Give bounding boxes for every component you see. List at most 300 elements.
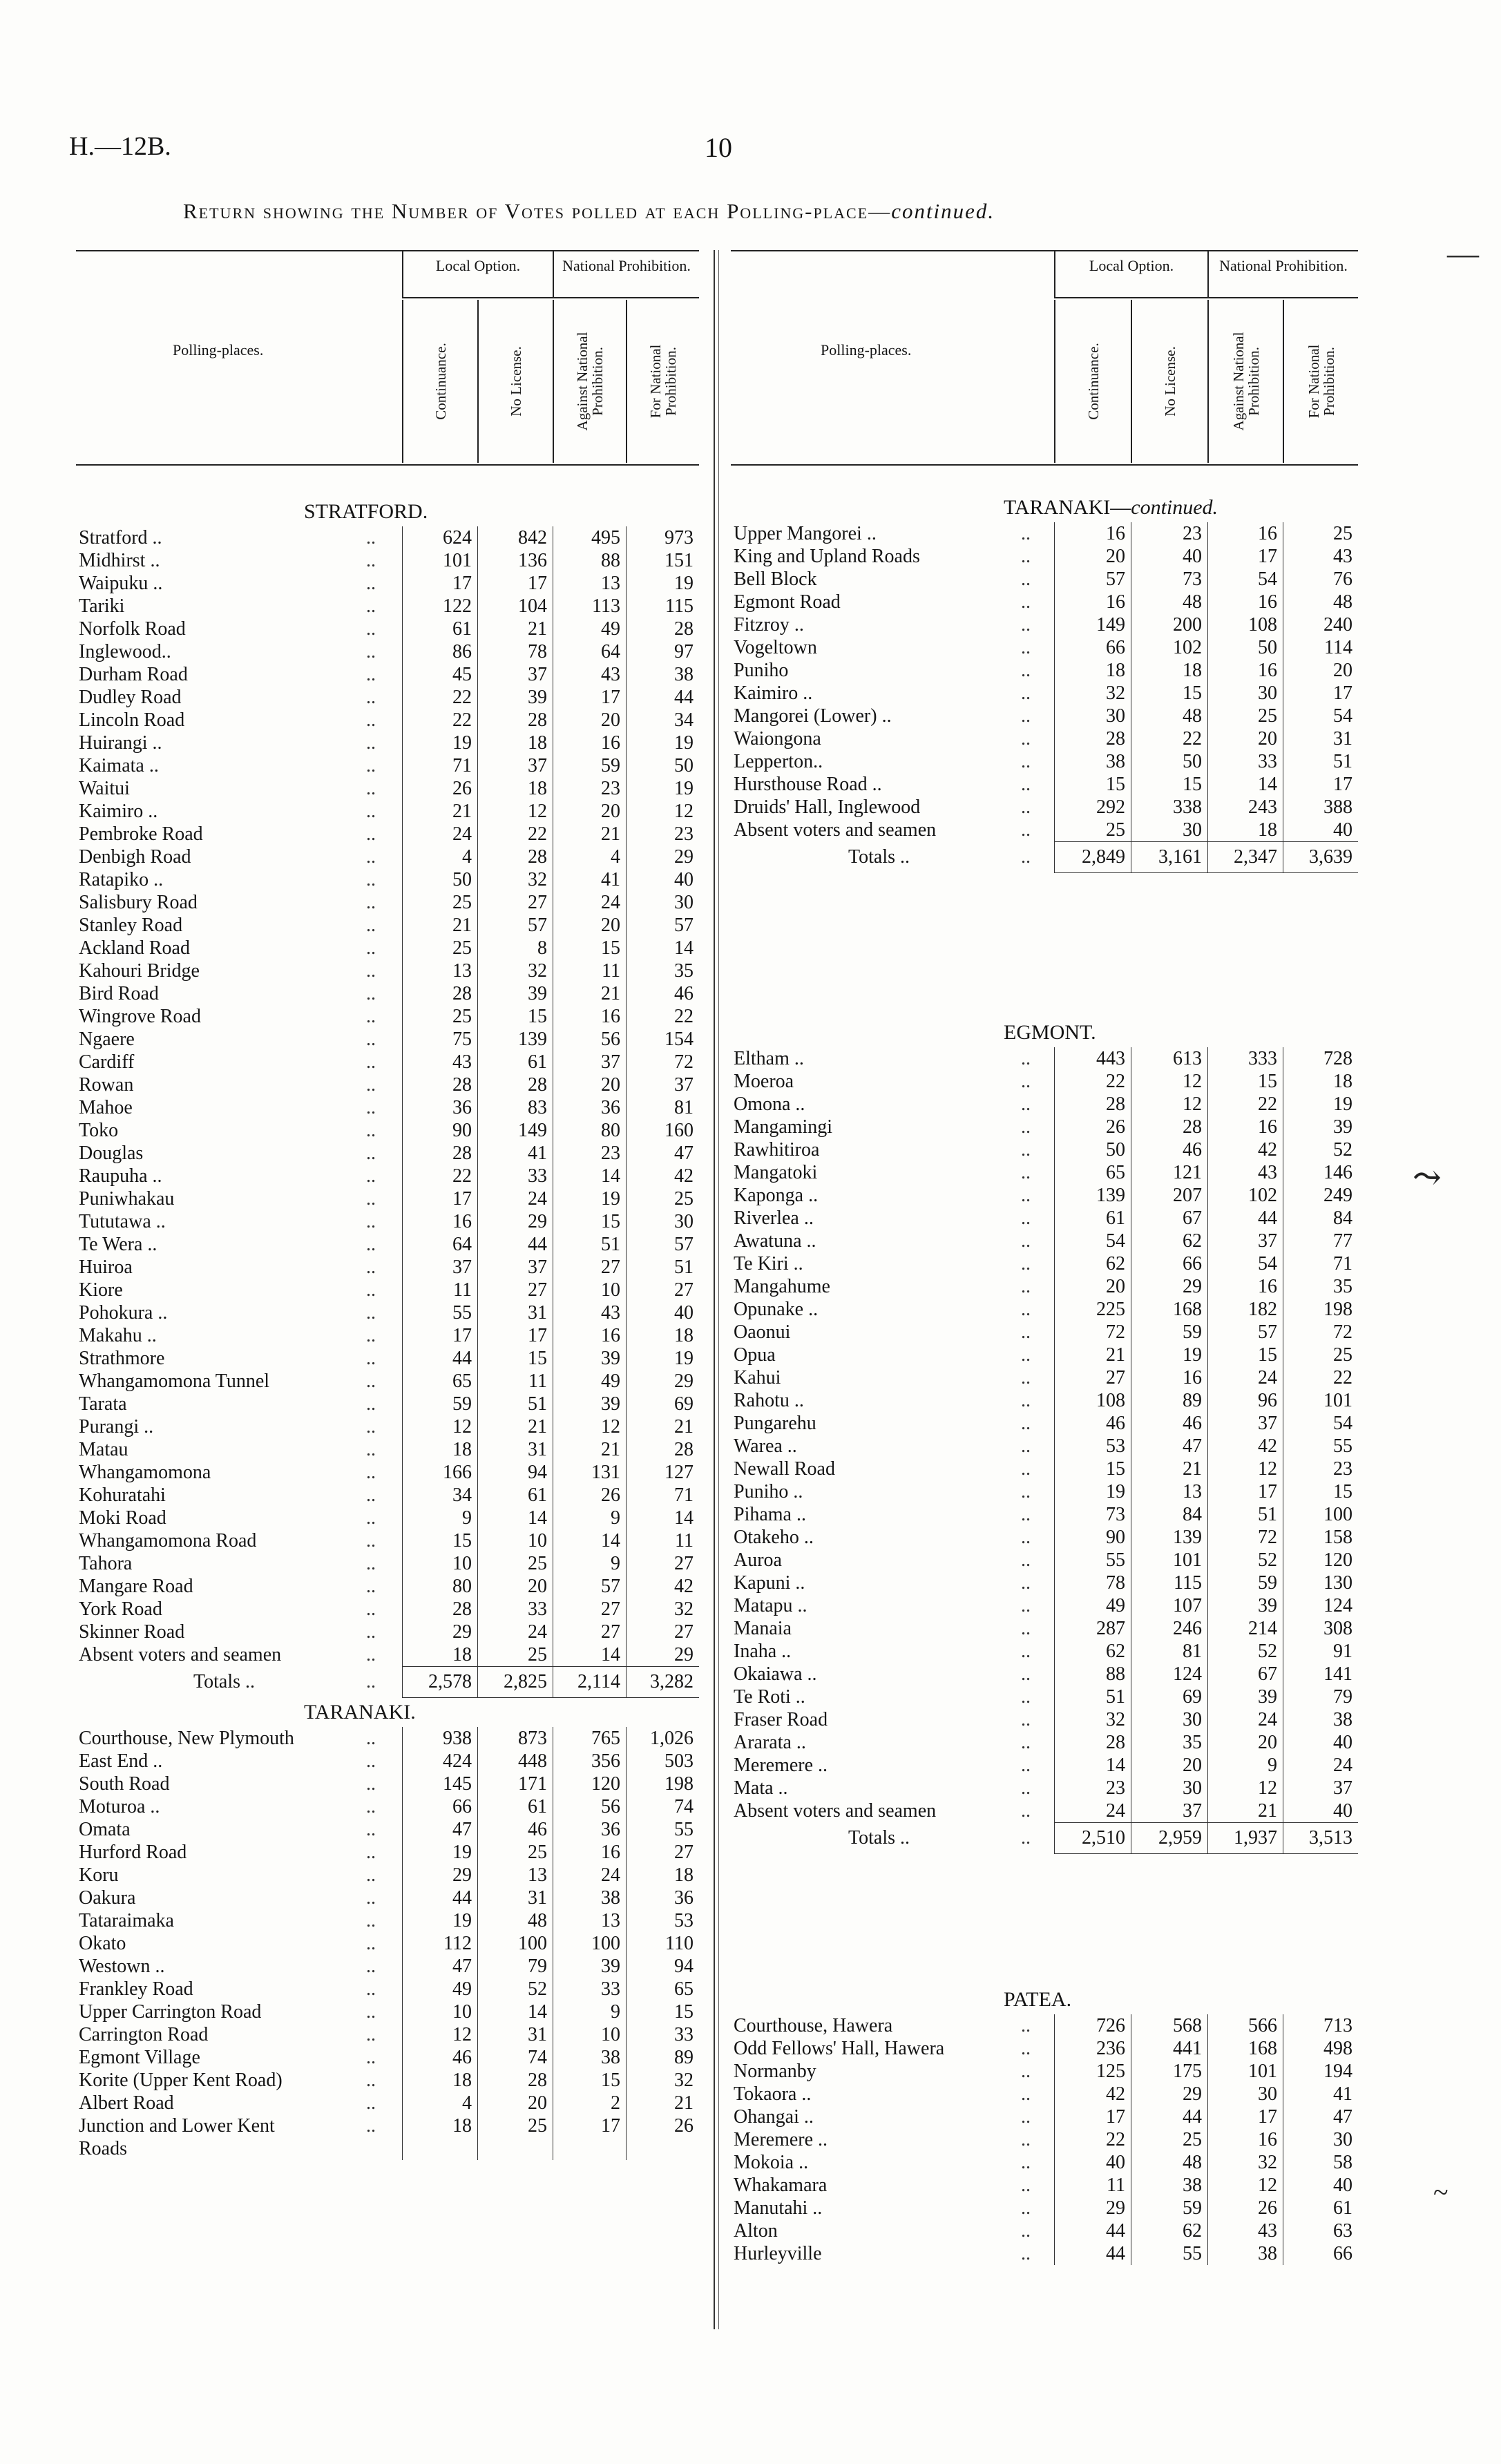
polling-place-name: Matau [79,1439,128,1460]
continuance-value: 25 [452,937,472,959]
no-license-value: 25 [528,1644,547,1665]
polling-place-name: Norfolk Road [79,618,186,640]
against-np-value: 22 [1258,1093,1277,1115]
no-license-value: 61 [528,1484,547,1506]
against-np-value: 17 [601,2115,620,2137]
against-np-value: 15 [1258,1344,1277,1366]
for-np-value: 27 [674,1279,694,1301]
for-np-value: 23 [674,823,694,845]
continuance-value: 726 [1096,2015,1125,2036]
against-np-value: 32 [1258,2152,1277,2173]
continuance-value: 21 [452,915,472,936]
leader-dots: .. [366,1371,376,1392]
leader-dots: .. [1021,1618,1031,1639]
no-license-value: 115 [1174,1572,1202,1594]
leader-dots: .. [366,1462,376,1483]
for-np-value: 27 [674,1621,694,1643]
table-row [76,1142,699,1165]
continuance-value: 145 [443,1773,472,1795]
continuance-value: 21 [1106,1344,1125,1366]
continuance-value: 64 [452,1234,472,1255]
polling-place-name: Kahouri Bridge [79,960,200,982]
no-license-value: 15 [1183,774,1202,795]
for-np-header-right: For National Prohibition. [1283,300,1358,463]
table-row [76,868,699,891]
continuance-value: 18 [452,2070,472,2091]
against-np-value: 52 [1258,1549,1277,1571]
totals-label: Totals .. [193,1671,256,1692]
against-np-value: 80 [601,1120,620,1141]
leader-dots: .. [1021,2015,1031,2036]
continuance-value: 2,849 [1082,846,1125,868]
leader-dots: .. [366,1796,376,1817]
column-rule [402,1727,403,2160]
leader-dots: .. [1021,1549,1031,1571]
against-np-value: 38 [1258,2243,1277,2264]
polling-place-name: South Road [79,1773,170,1795]
continuance-value: 80 [452,1576,472,1597]
local-option-header: Local Option. [402,251,553,298]
totals-rule-bottom [402,1697,699,1698]
for-np-value: 46 [674,983,694,1004]
table-row [76,2137,699,2160]
table-row [731,2105,1358,2128]
leader-dots: .. [1021,728,1031,749]
leader-dots: .. [366,1507,376,1529]
polling-place-name: Okato [79,1933,126,1954]
continuance-value: 287 [1096,1618,1125,1639]
polling-place-name: Makahu .. [79,1325,157,1346]
for-np-value: 81 [674,1097,694,1118]
for-np-value: 17 [1333,774,1352,795]
polling-place-name: Tataraimaka [79,1910,174,1931]
no-license-value: 84 [1183,1504,1202,1525]
polling-place-name: Waipuku .. [79,573,163,594]
totals-label: Totals .. [848,1827,910,1849]
leader-dots: .. [366,1887,376,1909]
leader-dots: .. [366,1553,376,1574]
margin-mark-dash: — [1447,236,1479,271]
leader-dots: .. [1021,1367,1031,1388]
against-np-value: 64 [601,641,620,662]
table-row [731,1458,1358,1480]
no-license-value: 44 [1183,2106,1202,2128]
table-row [76,1484,699,1507]
for-np-value: 39 [1333,1116,1352,1138]
continuance-value: 36 [452,1097,472,1118]
no-license-value: 48 [1183,2152,1202,2173]
leader-dots: .. [366,1978,376,2000]
against-np-value: 14 [601,1530,620,1551]
no-license-value: 83 [528,1097,547,1118]
polling-place-name: Manaia [734,1618,792,1639]
section-rows [76,526,699,1698]
table-row [731,1093,1358,1116]
against-np-value: 51 [601,1234,620,1255]
table-row [76,2092,699,2114]
no-license-value: 11 [528,1371,547,1392]
against-np-value: 24 [1258,1709,1277,1730]
no-license-value: 28 [528,1074,547,1096]
no-license-value: 67 [1183,1207,1202,1229]
leader-dots: .. [1021,2038,1031,2059]
no-license-value: 246 [1173,1618,1202,1639]
polling-place-name: Newall Road [734,1458,835,1480]
against-np-value: 17 [601,687,620,708]
continuance-value: 22 [1106,2129,1125,2150]
no-license-value: 139 [1173,1527,1202,1548]
for-np-header: For National Prohibition. [626,300,699,463]
table-row [76,823,699,846]
table-row [731,705,1358,727]
polling-place-name: Okaiawa .. [734,1663,817,1685]
no-license-value: 448 [518,1750,547,1772]
leader-dots: .. [366,778,376,799]
leader-dots: .. [366,2024,376,2045]
for-np-value: 25 [1333,1344,1352,1366]
against-np-value: 182 [1248,1299,1277,1320]
against-np-value: 243 [1248,796,1277,818]
for-np-value: 44 [674,687,694,708]
for-np-value: 65 [674,1978,694,2000]
continuance-value: 101 [443,550,472,571]
polling-place-name: Cardiff [79,1051,135,1073]
table-row [731,2014,1358,2037]
against-np-value: 2 [611,2092,620,2114]
leader-dots: .. [366,2070,376,2091]
leader-dots: .. [1021,546,1031,567]
for-np-value: 28 [674,1439,694,1460]
no-license-value: 29 [1183,2083,1202,2105]
for-np-value: 194 [1323,2061,1352,2082]
table-row [76,1978,699,2000]
leader-dots: .. [366,937,376,959]
table-row [76,1887,699,1909]
table-row [731,2219,1358,2242]
continuance-value: 53 [1106,1435,1125,1457]
for-np-value: 30 [674,892,694,913]
continuance-value: 32 [1106,682,1125,704]
against-np-value: 36 [601,1819,620,1840]
center-divider [714,250,715,2329]
no-license-value: 21 [528,618,547,640]
table-row [731,1321,1358,1344]
leader-dots: .. [1021,1663,1031,1685]
against-np-value: 16 [601,732,620,754]
continuance-value: 18 [452,2115,472,2137]
leader-dots: .. [366,1910,376,1931]
continuance-header-right: Continuance. [1054,300,1131,463]
table-row [76,526,699,549]
table-row [76,914,699,937]
continuance-value: 28 [1106,1093,1125,1115]
no-license-value: 23 [1183,523,1202,544]
leader-dots: .. [1021,1435,1031,1457]
continuance-value: 40 [1106,2152,1125,2173]
continuance-value: 55 [452,1302,472,1324]
for-np-value: 31 [1333,728,1352,749]
table-row [731,2083,1358,2105]
continuance-value: 122 [443,595,472,617]
leader-dots: .. [366,1671,376,1692]
polling-place-name: Te Kiri .. [734,1253,803,1274]
right-column-header [731,250,1358,466]
table-row [76,640,699,663]
for-np-value: 22 [1333,1367,1352,1388]
continuance-value: 17 [1106,2106,1125,2128]
section-rows [731,2014,1358,2265]
continuance-value: 18 [1106,660,1125,681]
leader-dots: .. [366,2115,376,2137]
table-row [731,796,1358,819]
polling-place-name: Salisbury Road [79,892,198,913]
continuance-value: 44 [452,1348,472,1369]
no-license-value: 39 [528,687,547,708]
against-np-value: 49 [601,1371,620,1392]
table-row [731,1252,1358,1275]
polling-places-header-right: Polling-places. [821,341,912,359]
section-gap [731,466,1358,493]
against-np-value: 16 [1258,1276,1277,1297]
against-np-value: 23 [601,1143,620,1164]
for-np-value: 55 [1333,1435,1352,1457]
no-license-value: 37 [528,755,547,776]
against-np-value: 49 [601,618,620,640]
section-gap [731,873,1358,1018]
continuance-value: 38 [1106,751,1125,772]
against-np-value: 39 [601,1393,620,1415]
table-row [76,800,699,823]
for-np-value: 101 [1323,1390,1352,1411]
against-np-value: 57 [601,1576,620,1597]
leader-dots: .. [366,846,376,868]
continuance-value: 292 [1096,796,1125,818]
column-rule [626,526,627,1698]
no-license-value: 18 [528,732,547,754]
table-row [731,1230,1358,1252]
against-np-value: 16 [601,1842,620,1863]
leader-dots: .. [366,527,376,548]
against-np-value: 24 [601,892,620,913]
against-np-value: 11 [602,960,620,982]
no-license-value: 48 [1183,705,1202,727]
right-table [731,250,1358,2329]
no-license-value: 124 [1173,1663,1202,1685]
for-np-value: 32 [674,1598,694,1620]
against-np-value: 18 [1258,819,1277,841]
against-np-value: 57 [1258,1321,1277,1343]
leader-dots: .. [366,1143,376,1164]
title-continued: continued. [891,199,995,223]
against-np-value: 72 [1258,1527,1277,1548]
continuance-value: 25 [452,892,472,913]
for-np-value: 79 [1333,1686,1352,1708]
continuance-value: 90 [1106,1527,1125,1548]
for-np-value: 72 [1333,1321,1352,1343]
no-license-value: 22 [1183,728,1202,749]
no-license-value: 37 [1183,1800,1202,1822]
table-row [76,1028,699,1051]
table-row [731,1526,1358,1549]
no-license-value: 94 [528,1462,547,1483]
polling-place-name: Kaponga .. [734,1185,819,1206]
leader-dots: .. [1021,1709,1031,1730]
polling-place-name: Kiore [79,1279,123,1301]
continuance-value: 44 [1106,2243,1125,2264]
table-row [731,522,1358,545]
no-license-value: 15 [1183,682,1202,704]
table-row [76,754,699,777]
leader-dots: .. [1021,523,1031,544]
continuance-value: 27 [1106,1367,1125,1388]
table-row [731,1754,1358,1777]
no-license-value: 842 [518,527,547,548]
continuance-value: 15 [452,1530,472,1551]
polling-place-name: Pihama .. [734,1504,806,1525]
no-license-value: 19 [1183,1344,1202,1366]
continuance-value: 10 [452,1553,472,1574]
no-license-value: 32 [528,960,547,982]
leader-dots: .. [1021,2083,1031,2105]
continuance-value: 10 [452,2001,472,2023]
against-np-value: 4 [611,846,620,868]
for-np-value: 55 [674,1819,694,1840]
column-rule [626,1727,627,2160]
for-np-value: 57 [674,915,694,936]
continuance-value: 424 [443,1750,472,1772]
no-license-value: 873 [518,1728,547,1749]
leader-dots: .. [366,573,376,594]
no-license-value: 33 [528,1165,547,1187]
table-row [76,1347,699,1370]
leader-dots: .. [1021,1595,1031,1616]
continuance-value: 45 [452,664,472,685]
leader-dots: .. [366,1097,376,1118]
continuance-value: 90 [452,1120,472,1141]
leader-dots: .. [366,1074,376,1096]
against-np-value: 43 [1258,2220,1277,2242]
no-license-value: 37 [528,1257,547,1278]
table-row [76,1165,699,1187]
polling-place-name: Mangahume [734,1276,830,1297]
continuance-value: 46 [452,2047,472,2068]
polling-place-name: Ackland Road [79,937,190,959]
against-np-value: 44 [1258,1207,1277,1229]
polling-place-name: Skinner Road [79,1621,185,1643]
document-reference: H.—12B. [69,132,171,161]
table-row [731,1366,1358,1389]
table-row [76,777,699,800]
continuance-value: 16 [1106,523,1125,544]
table-row [731,1617,1358,1640]
no-license-value: 40 [1183,546,1202,567]
for-np-value: 29 [674,1644,694,1665]
for-np-value: 22 [674,1006,694,1027]
against-np-value: 12 [601,1416,620,1438]
polling-place-name: Lepperton.. [734,751,823,772]
no-license-value: 136 [518,550,547,571]
against-np-value: 20 [601,801,620,822]
for-np-value: 48 [1333,591,1352,613]
leader-dots: .. [1021,1641,1031,1662]
no-license-value: 46 [528,1819,547,1840]
for-np-value: 47 [1333,2106,1352,2128]
no-license-value: 18 [528,778,547,799]
table-row [731,2242,1358,2265]
no-license-value: 14 [528,1507,547,1529]
continuance-header: Continuance. [402,300,477,463]
no-license-value: 104 [518,595,547,617]
polling-place-name: Raupuha .. [79,1165,162,1187]
for-np-value: 198 [1323,1299,1352,1320]
against-np-value: 88 [601,550,620,571]
for-np-value: 973 [665,527,694,548]
against-np-value: 38 [601,1887,620,1909]
section-title [76,497,699,526]
continuance-value: 14 [1106,1755,1125,1776]
table-row [731,1298,1358,1321]
leader-dots: .. [366,1598,376,1620]
continuance-value: 17 [452,1188,472,1210]
table-row [731,659,1358,682]
against-np-value: 9 [611,2001,620,2023]
table-row [76,1324,699,1347]
no-license-value: 24 [528,1621,547,1643]
for-np-value: 115 [665,595,694,617]
continuance-value: 28 [452,983,472,1004]
for-np-value: 249 [1323,1185,1352,1206]
polling-place-name: Alton [734,2220,778,2242]
leader-dots: .. [1021,1827,1031,1849]
polling-place-name: Kohuratahi [79,1484,166,1506]
against-np-value: 21 [601,983,620,1004]
leader-dots: .. [1021,1276,1031,1297]
for-np-value: 38 [674,664,694,685]
continuance-value: 938 [443,1728,472,1749]
no-license-value: 15 [528,1348,547,1369]
leader-dots: .. [1021,1321,1031,1343]
table-row [76,1750,699,1773]
polling-place-name: Durham Road [79,664,188,685]
against-np-value: 168 [1248,2038,1277,2059]
leader-dots: .. [366,595,376,617]
against-np-value: 20 [601,709,620,731]
continuance-value: 149 [1096,614,1125,636]
for-np-value: 84 [1333,1207,1352,1229]
for-np-value: 42 [674,1576,694,1597]
for-np-value: 51 [674,1257,694,1278]
continuance-value: 29 [452,1864,472,1886]
continuance-value: 25 [1106,819,1125,841]
polling-place-name: Otakeho .. [734,1527,814,1548]
table-row [76,1187,699,1210]
leader-dots: .. [1021,1253,1031,1274]
table-row [731,773,1358,796]
table-row [731,591,1358,613]
polling-place-name: Opunake .. [734,1299,819,1320]
against-np-value: 9 [1268,1755,1277,1776]
polling-place-name: Kaimata .. [79,755,159,776]
continuance-value: 18 [452,1439,472,1460]
polling-place-name: Odd Fellows' Hall, Hawera [734,2038,945,2059]
against-np-value: 14 [601,1644,620,1665]
table-row [76,1461,699,1484]
no-license-value: 20 [528,2092,547,2114]
for-np-value: 94 [674,1956,694,1977]
table-row [731,545,1358,568]
leader-dots: .. [1021,2220,1031,2242]
no-license-value: 568 [1173,2015,1202,2036]
